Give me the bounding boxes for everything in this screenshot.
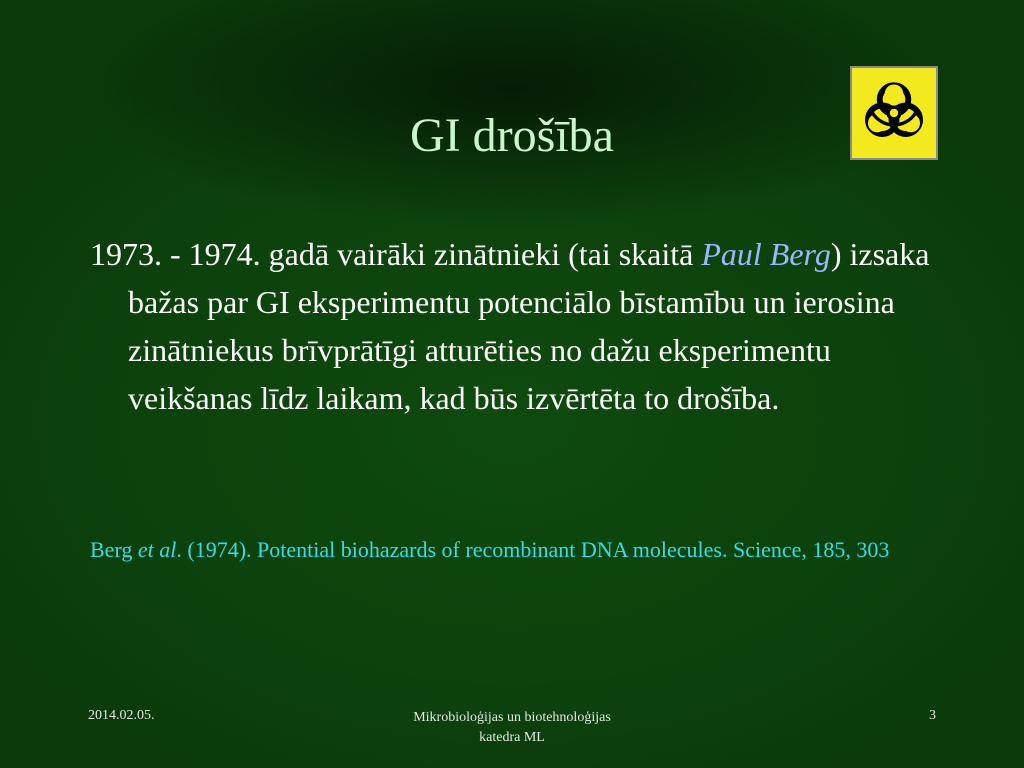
reference-details: . (1974). Potential biohazards of recombinant DNA molecules. Science, 185, 303 xyxy=(176,537,890,562)
body-paragraph xyxy=(90,230,950,422)
page-number: 3 xyxy=(929,708,936,723)
body-text-part1: 1973. - 1974. gadā vairāki zinātnieki (tai skaitā xyxy=(90,236,702,272)
reference-author: Berg xyxy=(90,537,138,562)
slide-title: GI drošība xyxy=(410,109,614,162)
footer-department-line2: katedra ML xyxy=(479,730,545,745)
footer-department-line1: Mikrobioloģijas un biotehnoloģijas xyxy=(413,710,611,725)
reference xyxy=(90,534,950,566)
footer-date: 2014.02.05. xyxy=(88,708,155,723)
footer-department xyxy=(362,708,662,748)
biohazard-icon xyxy=(850,66,938,160)
body-text-part2: ) izsaka bažas par GI eksperimentu potenciālo bīstamību un ierosina zinātniekus brīvprātīgi atturēties no dažu eksperimentu veikšanas līdz laikam, kad būs izvērtēta to drošība. xyxy=(128,236,930,416)
scientist-name: Paul Berg xyxy=(701,236,831,272)
reference-etal: et al xyxy=(137,537,177,562)
